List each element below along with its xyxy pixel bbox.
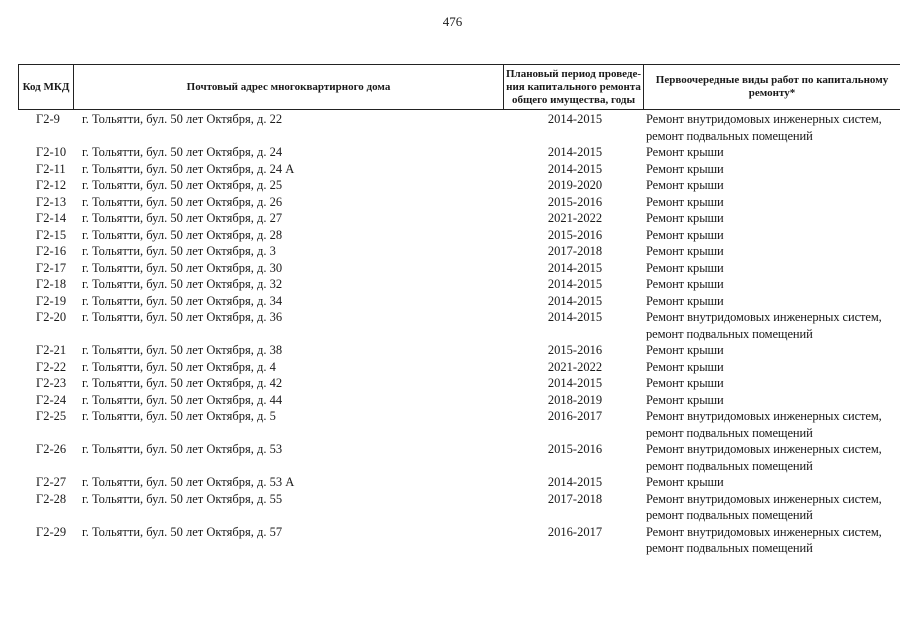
table-header: [18, 64, 900, 110]
cell-period: 2021-2022: [547, 359, 603, 374]
table-row: [18, 210, 900, 227]
cell-code: Г2-15: [36, 227, 67, 242]
cell-code: Г2-23: [36, 376, 67, 390]
cell-works: Ремонт внутридомовых инженерных систем, ремонт подвальных помещений: [646, 409, 882, 440]
cell-code: Г2-25: [36, 409, 67, 423]
cell-code: Г2-17: [36, 260, 67, 275]
cell-period: 2014-2015: [547, 293, 603, 308]
cell-period: 2017-2018: [547, 244, 603, 258]
cell-code: Г2-27: [36, 475, 67, 489]
page-number: 476: [442, 14, 463, 29]
cell-works: Ремонт крыши: [646, 244, 724, 258]
cell-period: 2016-2017: [547, 524, 603, 539]
cell-works: Ремонт крыши: [646, 475, 724, 489]
cell-code: Г2-10: [36, 145, 67, 159]
table-row: [18, 260, 900, 277]
cell-works: Ремонт крыши: [646, 211, 724, 225]
header-works: Первоочередные виды работ по капитальному ремонту*: [643, 65, 900, 109]
header-address: Почтовый адрес многоквартирного дома: [73, 65, 503, 109]
cell-address: г. Тольятти, бул. 50 лет Октября, д. 5: [82, 409, 276, 423]
header-period: Плановый период проведе-ния капитального ремонта общего имущества, годы: [503, 65, 643, 109]
cell-works: Ремонт крыши: [646, 277, 724, 291]
cell-address: г. Тольятти, бул. 50 лет Октября, д. 53: [82, 442, 283, 456]
cell-address: г. Тольятти, бул. 50 лет Октября, д. 55: [82, 491, 283, 506]
cell-address: г. Тольятти, бул. 50 лет Октября, д. 34: [82, 293, 283, 308]
cell-period: 2015-2016: [547, 194, 603, 209]
table-row: [18, 177, 900, 194]
cell-works: Ремонт крыши: [646, 260, 724, 275]
cell-address: г. Тольятти, бул. 50 лет Октября, д. 44: [82, 392, 283, 407]
table-row: [18, 293, 900, 310]
cell-code: Г2-28: [36, 491, 67, 506]
table-row: [18, 161, 900, 178]
table-row: [18, 309, 900, 342]
table-row: [18, 392, 900, 409]
cell-works: Ремонт внутридомовых инженерных систем, ремонт подвальных помещений: [646, 112, 882, 143]
cell-address: г. Тольятти, бул. 50 лет Октября, д. 32: [82, 277, 283, 291]
cell-address: г. Тольятти, бул. 50 лет Октября, д. 30: [82, 260, 283, 275]
table-row: [18, 243, 900, 260]
cell-code: Г2-24: [36, 392, 67, 407]
cell-period: 2018-2019: [547, 392, 603, 407]
cell-works: Ремонт внутридомовых инженерных систем, ремонт подвальных помещений: [646, 491, 882, 522]
table-row: [18, 111, 900, 144]
cell-code: Г2-9: [36, 112, 60, 126]
cell-works: Ремонт внутридомовых инженерных систем, ремонт подвальных помещений: [646, 524, 882, 555]
cell-address: г. Тольятти, бул. 50 лет Октября, д. 36: [82, 310, 283, 324]
table-row: [18, 359, 900, 376]
table-row: [18, 491, 900, 524]
cell-address: г. Тольятти, бул. 50 лет Октября, д. 53 А: [82, 475, 295, 489]
cell-code: Г2-18: [36, 277, 67, 291]
cell-period: 2014-2015: [547, 161, 603, 176]
cell-code: Г2-11: [36, 161, 66, 176]
cell-code: Г2-29: [36, 524, 67, 539]
cell-address: г. Тольятти, бул. 50 лет Октября, д. 3: [82, 244, 276, 258]
cell-period: 2015-2016: [547, 343, 603, 357]
cell-code: Г2-26: [36, 442, 67, 456]
cell-address: г. Тольятти, бул. 50 лет Октября, д. 28: [82, 227, 283, 242]
cell-works: Ремонт крыши: [646, 227, 724, 242]
cell-address: г. Тольятти, бул. 50 лет Октября, д. 57: [82, 524, 283, 539]
table-row: [18, 441, 900, 474]
cell-code: Г2-22: [36, 359, 67, 374]
cell-period: 2014-2015: [547, 277, 603, 291]
table-row: [18, 524, 900, 557]
cell-period: 2015-2016: [547, 442, 603, 456]
cell-period: 2021-2022: [547, 211, 603, 225]
cell-period: 2014-2015: [547, 260, 603, 275]
cell-works: Ремонт внутридомовых инженерных систем, ремонт подвальных помещений: [646, 310, 882, 341]
cell-code: Г2-20: [36, 310, 67, 324]
cell-works: Ремонт крыши: [646, 359, 724, 374]
cell-period: 2014-2015: [547, 310, 603, 324]
cell-works: Ремонт крыши: [646, 145, 724, 159]
cell-address: г. Тольятти, бул. 50 лет Октября, д. 22: [82, 112, 283, 126]
cell-period: 2016-2017: [547, 409, 603, 423]
table-row: [18, 276, 900, 293]
cell-works: Ремонт крыши: [646, 293, 724, 308]
cell-code: Г2-12: [36, 178, 67, 192]
cell-works: Ремонт крыши: [646, 194, 724, 209]
cell-works: Ремонт крыши: [646, 392, 724, 407]
cell-address: г. Тольятти, бул. 50 лет Октября, д. 26: [82, 194, 283, 209]
table-body: [18, 111, 900, 557]
cell-works: Ремонт крыши: [646, 178, 724, 192]
table-row: [18, 474, 900, 491]
cell-period: 2014-2015: [547, 145, 603, 159]
table-row: [18, 227, 900, 244]
cell-address: г. Тольятти, бул. 50 лет Октября, д. 38: [82, 343, 283, 357]
header-code: Код МКД: [18, 65, 73, 109]
cell-period: 2014-2015: [547, 112, 603, 126]
table-row: [18, 194, 900, 211]
cell-works: Ремонт крыши: [646, 376, 724, 390]
cell-period: 2015-2016: [547, 227, 603, 242]
cell-code: Г2-19: [36, 293, 67, 308]
table-row: [18, 144, 900, 161]
cell-code: Г2-21: [36, 343, 67, 357]
cell-address: г. Тольятти, бул. 50 лет Октября, д. 4: [82, 359, 276, 374]
table-row: [18, 375, 900, 392]
cell-period: 2014-2015: [547, 475, 603, 489]
cell-address: г. Тольятти, бул. 50 лет Октября, д. 24 А: [82, 161, 295, 176]
cell-works: Ремонт крыши: [646, 161, 724, 176]
cell-address: г. Тольятти, бул. 50 лет Октября, д. 25: [82, 178, 283, 192]
cell-works: Ремонт внутридомовых инженерных систем, ремонт подвальных помещений: [646, 442, 882, 473]
table-row: [18, 342, 900, 359]
cell-address: г. Тольятти, бул. 50 лет Октября, д. 42: [82, 376, 283, 390]
cell-address: г. Тольятти, бул. 50 лет Октября, д. 27: [82, 211, 283, 225]
cell-works: Ремонт крыши: [646, 343, 724, 357]
table-row: [18, 408, 900, 441]
cell-period: 2017-2018: [547, 491, 603, 506]
cell-code: Г2-16: [36, 244, 67, 258]
cell-period: 2019-2020: [547, 178, 603, 192]
cell-code: Г2-13: [36, 194, 67, 209]
cell-code: Г2-14: [36, 211, 67, 225]
cell-address: г. Тольятти, бул. 50 лет Октября, д. 24: [82, 145, 283, 159]
cell-period: 2014-2015: [547, 376, 603, 390]
